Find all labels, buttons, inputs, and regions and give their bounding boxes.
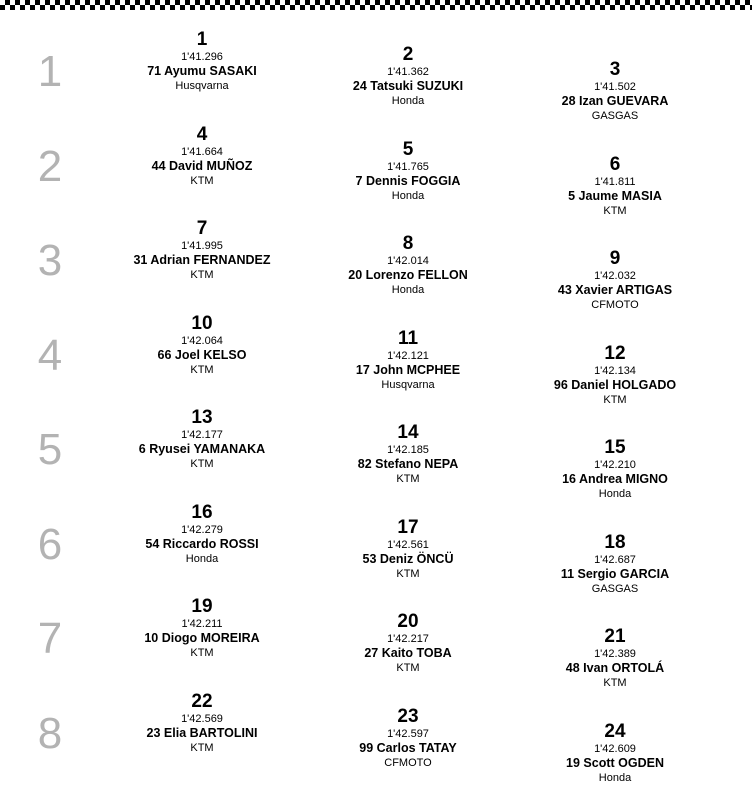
grid-slot — [298, 329, 518, 392]
rider-name: 16 Andrea MIGNO — [562, 472, 668, 486]
team-name: Honda — [391, 189, 425, 202]
lap-time: 1'42.389 — [594, 648, 636, 660]
grid-slot — [505, 722, 725, 785]
grid-position: 15 — [604, 437, 626, 458]
rider-name: 43 Xavier ARTIGAS — [557, 283, 673, 297]
team-name: KTM — [603, 204, 627, 217]
grid-position: 11 — [397, 327, 419, 349]
lap-time: 1'41.296 — [181, 51, 223, 63]
lap-time: 1'42.134 — [594, 364, 636, 377]
rider-name: 53 Deniz ÖNCÜ — [362, 551, 454, 566]
lap-time: 1'41.502 — [594, 81, 636, 93]
rider-name: 28 Izan GUEVARA — [561, 94, 669, 108]
rider-name: 23 Elia BARTOLINI — [146, 725, 258, 740]
rider-name: 71 Ayumu SASAKI — [147, 64, 257, 78]
grid-slot — [92, 597, 312, 660]
grid-position: 3 — [609, 59, 621, 80]
grid-position: 18 — [604, 531, 626, 553]
lap-time: 1'42.177 — [181, 429, 223, 441]
grid-slot — [92, 219, 312, 282]
grid-slot — [298, 234, 518, 297]
grid-row-number: 8 — [37, 708, 63, 758]
grid-slot — [298, 140, 518, 203]
lap-time: 1'41.811 — [594, 175, 636, 188]
grid-slot — [505, 533, 725, 596]
grid-slot — [298, 423, 518, 486]
grid-position: 4 — [196, 123, 208, 145]
rider-name: 99 Carlos TATAY — [359, 740, 457, 755]
rider-name: 96 Daniel HOLGADO — [553, 377, 677, 392]
lap-time: 1'42.121 — [387, 349, 429, 362]
rider-name: 10 Diogo MOREIRA — [144, 631, 260, 645]
rider-name: 48 Ivan ORTOLÁ — [565, 661, 665, 675]
rider-name: 5 Jaume MASIA — [568, 188, 662, 203]
rider-name: 44 David MUÑOZ — [151, 158, 253, 173]
grid-slot — [298, 518, 518, 581]
grid-slot — [298, 612, 518, 675]
team-name: KTM — [396, 473, 420, 485]
team-name: KTM — [190, 647, 214, 659]
team-name: KTM — [396, 662, 420, 674]
grid-position: 14 — [397, 422, 419, 443]
grid-slot — [298, 707, 518, 770]
team-name: Honda — [391, 284, 425, 296]
rider-name: 20 Lorenzo FELLON — [348, 268, 468, 282]
grid-slot — [505, 344, 725, 407]
grid-position: 13 — [191, 407, 213, 428]
grid-position: 6 — [609, 153, 621, 175]
rider-name: 66 Joel KELSO — [157, 347, 247, 362]
grid-slot — [92, 30, 312, 93]
lap-time: 1'42.561 — [387, 538, 429, 551]
lap-time: 1'42.064 — [181, 334, 223, 347]
lap-time: 1'42.032 — [594, 270, 636, 282]
rider-name: 82 Stefano NEPA — [357, 457, 459, 471]
grid-position: 16 — [191, 501, 213, 523]
grid-row-number: 3 — [37, 236, 63, 285]
rider-name: 27 Kaito TOBA — [364, 646, 452, 660]
rider-name: 7 Dennis FOGGIA — [355, 173, 461, 188]
grid-position: 9 — [609, 248, 621, 269]
team-name: Husqvarna — [175, 80, 229, 92]
grid-slot — [92, 125, 312, 188]
rider-name: 19 Scott OGDEN — [566, 755, 664, 770]
team-name: KTM — [396, 567, 420, 580]
lap-time: 1'42.279 — [181, 523, 223, 536]
lap-time: 1'42.597 — [387, 727, 429, 740]
grid-position: 17 — [397, 516, 419, 538]
grid-position: 21 — [604, 626, 626, 647]
rider-name: 54 Riccardo ROSSI — [145, 536, 259, 551]
grid-row-number: 4 — [37, 330, 63, 380]
grid-position: 7 — [196, 218, 208, 239]
team-name: GASGAS — [591, 582, 639, 595]
team-name: KTM — [190, 458, 214, 470]
grid-position: 5 — [402, 138, 414, 160]
rider-name: 31 Adrian FERNANDEZ — [133, 253, 271, 267]
grid-position: 22 — [191, 690, 213, 712]
team-name: CFMOTO — [384, 756, 432, 769]
grid-row-number: 5 — [37, 425, 63, 474]
grid-slot — [505, 249, 725, 312]
grid-row-number: 6 — [37, 519, 63, 569]
lap-time: 1'42.687 — [594, 553, 636, 566]
team-name: GASGAS — [591, 110, 639, 122]
grid-position: 10 — [191, 312, 213, 334]
grid-slot — [505, 438, 725, 501]
grid-row-number: 2 — [37, 141, 63, 191]
lap-time: 1'42.185 — [387, 444, 429, 456]
team-name: KTM — [190, 363, 214, 376]
team-name: CFMOTO — [591, 299, 639, 311]
rider-name: 17 John MCPHEE — [355, 362, 461, 377]
grid-slot — [505, 155, 725, 218]
lap-time: 1'42.217 — [387, 633, 429, 645]
lap-time: 1'42.210 — [594, 459, 636, 471]
lap-time: 1'42.609 — [594, 742, 636, 755]
grid-slot — [92, 314, 312, 377]
grid-row-number: 1 — [37, 47, 63, 96]
team-name: KTM — [190, 174, 214, 187]
grid-position: 24 — [604, 720, 626, 742]
grid-position: 2 — [402, 44, 414, 65]
lap-time: 1'42.014 — [387, 255, 429, 267]
team-name: KTM — [190, 741, 214, 754]
team-name: KTM — [603, 677, 627, 689]
rider-name: 24 Tatsuki SUZUKI — [352, 79, 464, 93]
team-name: Honda — [598, 771, 632, 784]
grid-position: 23 — [397, 705, 419, 727]
team-name: KTM — [190, 269, 214, 281]
grid-slot — [92, 408, 312, 471]
lap-time: 1'42.211 — [181, 618, 223, 630]
grid-slot — [505, 627, 725, 690]
grid-position: 1 — [196, 29, 208, 50]
grid-slot — [92, 692, 312, 755]
grid-slot — [505, 60, 725, 123]
lap-time: 1'42.569 — [181, 712, 223, 725]
grid-slot — [92, 503, 312, 566]
checkered-flag-banner — [0, 0, 752, 10]
team-name: Honda — [185, 552, 219, 565]
grid-slot — [298, 45, 518, 108]
lap-time: 1'41.765 — [387, 160, 429, 173]
lap-time: 1'41.362 — [387, 66, 429, 78]
lap-time: 1'41.664 — [181, 145, 223, 158]
team-name: Husqvarna — [381, 378, 435, 391]
rider-name: 6 Ryusei YAMANAKA — [138, 442, 266, 456]
grid-position: 12 — [604, 342, 626, 364]
team-name: KTM — [603, 393, 627, 406]
grid-position: 8 — [402, 233, 414, 254]
rider-name: 11 Sergio GARCIA — [560, 566, 670, 581]
team-name: Honda — [391, 95, 425, 107]
grid-position: 19 — [191, 596, 213, 617]
team-name: Honda — [598, 488, 632, 500]
grid-row-number: 7 — [37, 614, 63, 663]
lap-time: 1'41.995 — [181, 240, 223, 252]
grid-position: 20 — [397, 611, 419, 632]
